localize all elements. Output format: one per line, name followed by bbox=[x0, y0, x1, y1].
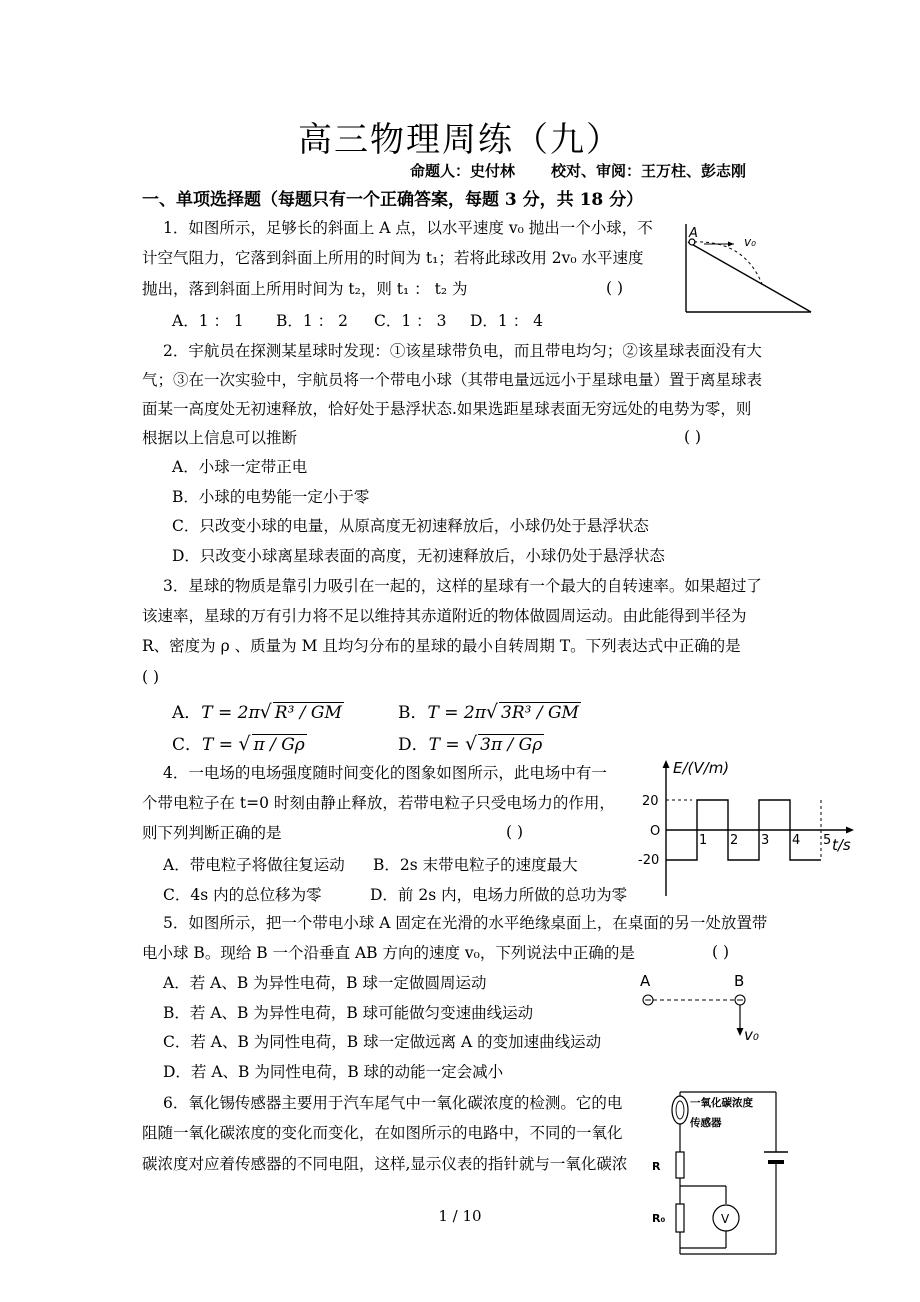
q5-option-b: B．若 A、B 为异性电荷，B 球可能做匀变速曲线运动 bbox=[163, 1004, 534, 1022]
q5-line-2: 电小球 B。现给 B 一个沿垂直 AB 方向的速度 v₀，下列说法中正确的是 bbox=[142, 944, 635, 962]
section-heading: 一、单项选择题（每题只有一个正确答案，每题 3 分，共 18 分） bbox=[142, 190, 644, 210]
q5-line-1: 5．如图所示，把一个带电小球 A 固定在光滑的水平绝缘桌面上，在桌面的另一处放置带 bbox=[163, 914, 768, 932]
q1-option-b: B．1 ： 2 bbox=[276, 312, 348, 330]
charges-figure bbox=[636, 968, 776, 1050]
q2-line-2: 气；③在一次实验中，宇航员将一个带电小球（其带电量远远小于星球电量）置于离星球表 bbox=[142, 371, 763, 389]
x-tick-1: 1 bbox=[699, 833, 708, 848]
q3-option-d: D．T = √ 3π / Gρ bbox=[398, 733, 543, 755]
q4-option-b: B．2s 末带电粒子的速度最大 bbox=[373, 856, 578, 874]
sensor-icon bbox=[672, 1096, 688, 1124]
q2-line-3: 面某一高度处无初速释放，恰好处于悬浮状态.如果选距星球表面无穷远处的电势为零，则 bbox=[142, 400, 752, 418]
q1-answer-paren: ( ) bbox=[606, 279, 624, 297]
resistor-r-label: R bbox=[652, 1160, 661, 1173]
page-title: 高三物理周练（九） bbox=[298, 120, 622, 160]
q5-answer-paren: ( ) bbox=[712, 943, 730, 961]
v0-label: v₀ bbox=[744, 235, 756, 249]
q3-option-c: C．T = √ π / Gρ bbox=[172, 733, 305, 755]
q5-option-a: A．若 A、B 为异性电荷，B 球一定做圆周运动 bbox=[163, 974, 487, 992]
efield-graph bbox=[636, 756, 862, 902]
q1-line-3: 抛出，落到斜面上所用时间为 t₂，则 t₁ ： t₂ 为 bbox=[142, 280, 468, 298]
q4-option-c: C．4s 内的总位移为零 bbox=[163, 886, 322, 904]
x-tick-5: 5 bbox=[823, 833, 832, 848]
q5-option-c: C．若 A、B 为同性电荷，B 球一定做远离 A 的变加速曲线运动 bbox=[163, 1033, 602, 1051]
q5-v0-label: v₀ bbox=[744, 1026, 759, 1044]
x-tick-4: 4 bbox=[792, 833, 801, 848]
velocity-arrow-icon bbox=[737, 1028, 744, 1036]
x-tick-3: 3 bbox=[761, 833, 770, 848]
q1-line-2: 计空气阻力，它落到斜面上所用的时间为 t₁；若将此球改用 2v₀ 水平速度 bbox=[142, 249, 644, 267]
q2-option-d: D．只改变小球离星球表面的高度，无初速释放后，小球仍处于悬浮状态 bbox=[172, 547, 665, 565]
q2-option-a: A．小球一定带正电 bbox=[172, 458, 308, 476]
point-a-label: A bbox=[689, 226, 698, 241]
y-tick-20: 20 bbox=[642, 794, 659, 809]
q4-option-d: D．前 2s 内，电场力所做的总功为零 bbox=[370, 886, 628, 904]
q3-option-b: B．T = 2π√ 3R³ / GM bbox=[398, 701, 579, 723]
q1-line-1: 1．如图所示，足够长的斜面上 A 点，以水平速度 v₀ 抛出一个小球，不 bbox=[163, 219, 653, 237]
reviewers: 校对、审阅：王万柱、彭志刚 bbox=[551, 162, 747, 180]
q3-line-4: ( ) bbox=[142, 668, 160, 686]
question-setter: 命题人：史付林 bbox=[410, 162, 516, 180]
q2-answer-paren: ( ) bbox=[684, 428, 702, 446]
authors bbox=[410, 160, 782, 181]
q2-line-4: 根据以上信息可以推断 bbox=[142, 429, 298, 447]
q4-line-3: 则下列判断正确的是 bbox=[142, 824, 282, 842]
y-tick-origin: O bbox=[650, 824, 661, 839]
q2-line-1: 2．宇航员在探测某星球时发现：①该星球带负电，而且带电均匀；②该星球表面没有大 bbox=[163, 342, 762, 360]
y-tick-neg20: -20 bbox=[638, 853, 660, 868]
resistor-r-icon bbox=[676, 1152, 684, 1178]
sensor-label-2: 传感器 bbox=[690, 1117, 722, 1129]
q1-option-a: A．1 ： 1 bbox=[172, 312, 244, 330]
q3-line-3: R、密度为 ρ 、质量为 M 且均匀分布的星球的最小自转周期 T。下列表达式中正确的是 bbox=[142, 637, 741, 655]
y-axis-label: E/(V/m) bbox=[673, 759, 730, 777]
q4-line-2: 个带电粒子在 t=0 时刻由静止释放，若带电粒子只受电场力的作用， bbox=[142, 794, 615, 812]
charge-a-label: A bbox=[640, 972, 651, 990]
x-tick-2: 2 bbox=[730, 833, 739, 848]
q2-option-b: B．小球的电势能一定小于零 bbox=[172, 488, 370, 506]
q1-option-c: C．1 ： 3 bbox=[374, 312, 447, 330]
q6-line-2: 阻随一氧化碳浓度的变化而变化，在如图所示的电路中，不同的一氧化 bbox=[142, 1124, 623, 1142]
q3-line-2: 该速率，星球的万有引力将不足以维持其赤道附近的物体做圆周运动。由此能得到半径为 bbox=[142, 607, 747, 625]
sensor-label-1: 一氧化碳浓度 bbox=[690, 1097, 753, 1109]
q3-option-a: A．T = 2π√ R³ / GM bbox=[172, 701, 342, 723]
incline-figure bbox=[684, 222, 814, 314]
q6-line-1: 6．氧化锡传感器主要用于汽车尾气中一氧化碳浓度的检测。它的电 bbox=[163, 1094, 623, 1112]
q2-option-c: C．只改变小球的电量，从原高度无初速释放后，小球仍处于悬浮状态 bbox=[172, 517, 649, 535]
q4-option-a: A．带电粒子将做往复运动 bbox=[163, 856, 345, 874]
circuit-figure bbox=[644, 1088, 816, 1260]
q4-answer-paren: ( ) bbox=[506, 823, 524, 841]
q4-line-1: 4．一电场的电场强度随时间变化的图象如图所示，此电场中有一 bbox=[163, 764, 607, 782]
q1-option-d: D．1 ： 4 bbox=[470, 312, 544, 330]
resistor-r0-label: R₀ bbox=[652, 1212, 666, 1225]
voltmeter-label: V bbox=[721, 1212, 730, 1226]
q6-line-3: 碳浓度对应着传感器的不同电阻，这样,显示仪表的指针就与一氧化碳浓 bbox=[142, 1155, 628, 1173]
x-axis-label: t/s bbox=[832, 836, 851, 854]
q5-option-d: D．若 A、B 为同性电荷，B 球的动能一定会减小 bbox=[163, 1063, 504, 1081]
page-number: 1 / 10 bbox=[438, 1207, 482, 1225]
charge-b-label: B bbox=[734, 972, 745, 990]
q3-line-1: 3．星球的物质是靠引力吸引在一起的，这样的星球有一个最大的自转速率。如果超过了 bbox=[163, 577, 762, 595]
